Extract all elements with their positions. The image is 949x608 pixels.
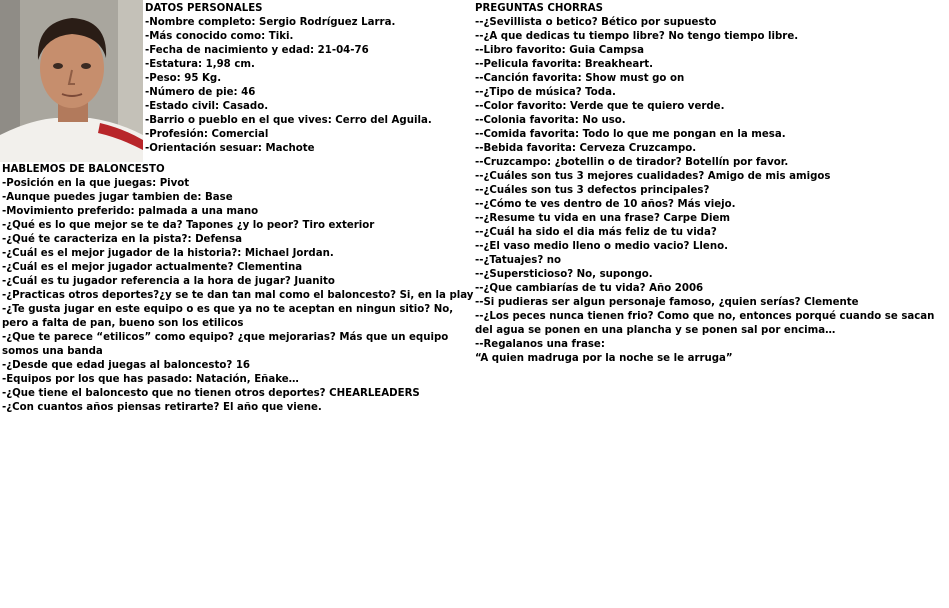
basketball-line: -Aunque puedes jugar tambien de: Base xyxy=(2,192,233,203)
silly-question-line: --Color favorito: Verde que te quiero verde. xyxy=(475,101,725,112)
basketball-line: -Movimiento preferido: palmada a una mano xyxy=(2,206,259,217)
silly-question-line: --¿Cómo te ves dentro de 10 años? Más viejo. xyxy=(475,199,736,210)
portrait-image xyxy=(0,0,143,162)
basketball-heading: HABLEMOS DE BALONCESTO xyxy=(2,164,165,175)
silly-question-line: --¿Tatuajes? no xyxy=(475,255,562,266)
silly-question-line: --¿Resume tu vida en una frase? Carpe Diem xyxy=(475,213,731,224)
personal-data-line: -Orientación sesuar: Machote xyxy=(145,143,315,154)
personal-data-line: -Más conocido como: Tiki. xyxy=(145,31,294,42)
basketball-section xyxy=(2,163,472,415)
silly-question-line: --Bebida favorita: Cerveza Cruzcampo. xyxy=(475,143,697,154)
basketball-line: -¿Con cuantos años piensas retirarte? El año que viene. xyxy=(2,402,322,413)
silly-question-line: --Si pudieras ser algun personaje famoso, ¿quien serías? Clemente xyxy=(475,297,859,308)
basketball-line: -Equipos por los que has pasado: Natación, Eñake… xyxy=(2,374,299,385)
basketball-line: -¿Desde que edad juegas al baloncesto? 16 xyxy=(2,360,251,371)
silly-question-line: --Libro favorito: Guia Campsa xyxy=(475,45,644,56)
personal-data-line: -Número de pie: 46 xyxy=(145,87,256,98)
silly-question-line: --¿Sevillista o betico? Bético por supuesto xyxy=(475,17,717,28)
personal-data-line: -Fecha de nacimiento y edad: 21-04-76 xyxy=(145,45,369,56)
silly-questions-section xyxy=(475,2,947,366)
basketball-line: -¿Practicas otros deportes?¿y se te dan tan mal como el baloncesto? Si, en la play xyxy=(2,290,474,301)
silly-question-line: --¿Que cambiarías de tu vida? Año 2006 xyxy=(475,283,704,294)
basketball-line: -¿Que te parece “etilicos” como equipo? ¿que mejorarias? Más que un equipo somos una banda xyxy=(2,332,449,357)
basketball-line: -¿Qué es lo que mejor se te da? Tapones ¿y lo peor? Tiro exterior xyxy=(2,220,375,231)
personal-data-heading: DATOS PERSONALES xyxy=(145,3,263,14)
silly-question-line: --Regalanos una frase: xyxy=(475,339,605,350)
silly-question-line: --¿El vaso medio lleno o medio vacio? Lleno. xyxy=(475,241,728,252)
silly-question-line: --¿Cuáles son tus 3 mejores cualidades? Amigo de mis amigos xyxy=(475,171,831,182)
personal-data-line: -Profesión: Comercial xyxy=(145,129,269,140)
profile-photo xyxy=(0,0,143,162)
personal-data-line: -Barrio o pueblo en el que vives: Cerro del Aguila. xyxy=(145,115,432,126)
silly-question-line: --Canción favorita: Show must go on xyxy=(475,73,685,84)
silly-question-line: --Comida favorita: Todo lo que me pongan en la mesa. xyxy=(475,129,786,140)
silly-question-line: --¿Cuál ha sido el dia más feliz de tu vida? xyxy=(475,227,717,238)
silly-question-line: --Cruzcampo: ¿botellin o de tirador? Botellín por favor. xyxy=(475,157,789,168)
personal-data-section xyxy=(145,2,465,156)
favorite-quote: “A quien madruga por la noche se le arruga” xyxy=(475,353,733,364)
silly-question-line: --¿Los peces nunca tienen frio? Como que no, entonces porqué cuando se sacan del agua se ponen en una plancha y se ponen sal por encima… xyxy=(475,311,935,336)
basketball-line: -Posición en la que juegas: Pivot xyxy=(2,178,190,189)
personal-data-line: -Peso: 95 Kg. xyxy=(145,73,222,84)
basketball-line: -¿Qué te caracteriza en la pista?: Defensa xyxy=(2,234,242,245)
basketball-line: -¿Que tiene el baloncesto que no tienen otros deportes? CHEARLEADERS xyxy=(2,388,420,399)
basketball-line: -¿Cuál es el mejor jugador actualmente? Clementina xyxy=(2,262,303,273)
basketball-line: -¿Cuál es tu jugador referencia a la hora de jugar? Juanito xyxy=(2,276,335,287)
personal-data-line: -Estado civil: Casado. xyxy=(145,101,269,112)
personal-data-line: -Estatura: 1,98 cm. xyxy=(145,59,255,70)
personal-data-line: -Nombre completo: Sergio Rodríguez Larra. xyxy=(145,17,396,28)
silly-question-line: --¿Supersticioso? No, supongo. xyxy=(475,269,653,280)
basketball-line: -¿Cuál es el mejor jugador de la historia?: Michael Jordan. xyxy=(2,248,334,259)
silly-questions-heading: PREGUNTAS CHORRAS xyxy=(475,3,603,14)
basketball-line: -¿Te gusta jugar en este equipo o es que ya no te aceptan en ningun sitio? No, pero a falta de pan, bueno son los etilicos xyxy=(2,304,454,329)
silly-question-line: --¿Tipo de música? Toda. xyxy=(475,87,616,98)
silly-question-line: --¿Cuáles son tus 3 defectos principales? xyxy=(475,185,710,196)
silly-question-line: --Colonia favorita: No uso. xyxy=(475,115,626,126)
silly-question-line: --¿A que dedicas tu tiempo libre? No tengo tiempo libre. xyxy=(475,31,799,42)
silly-question-line: --Pelicula favorita: Breakheart. xyxy=(475,59,653,70)
